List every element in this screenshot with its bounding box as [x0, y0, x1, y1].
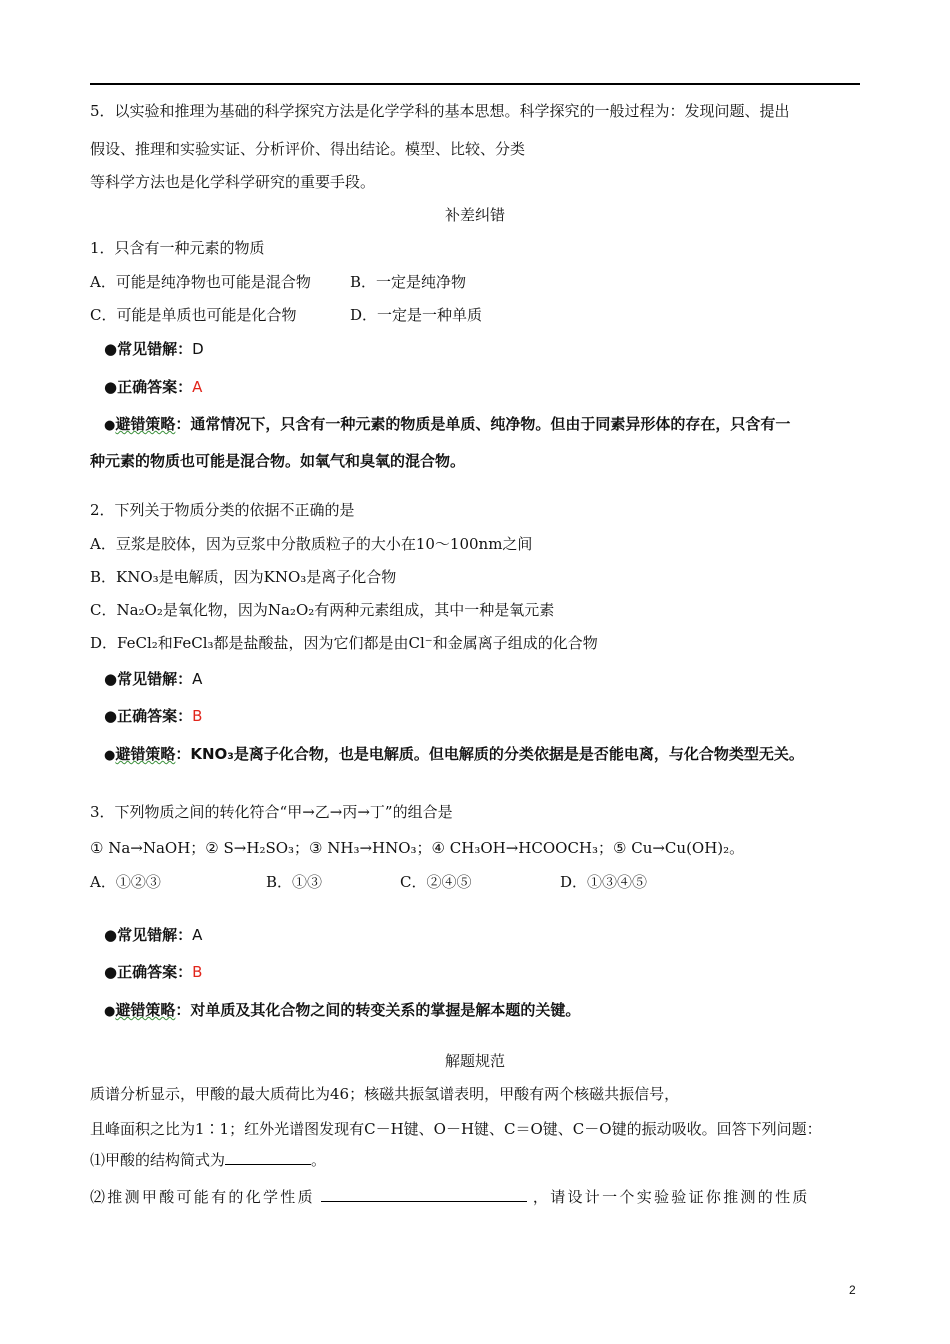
correct-answer-value: B — [192, 963, 203, 981]
correct-answer-value: B — [192, 707, 203, 725]
s2-question-1 — [90, 1150, 326, 1170]
q3-stem: 3．下列物质之间的转化符合“甲→乙→丙→丁”的组合是 — [90, 803, 453, 821]
common-error-value: A — [192, 670, 203, 688]
q1-stem: 1．只含有一种元素的物质 — [90, 239, 265, 257]
header-rule — [90, 83, 860, 85]
q1-option-b: B．一定是纯净物 — [350, 273, 467, 291]
s2-q2-end: ，请设计一个实验验证你推测的性质 — [532, 1188, 810, 1206]
q1-option-d: D．一定是一种单质 — [350, 306, 483, 324]
q3-option-b: B．①③ — [266, 873, 323, 891]
q3-correct-answer — [104, 962, 202, 982]
q3-items: ① Na→NaOH；② S→H₂SO₃；③ NH₃→HNO₃；④ CH₃OH→HCOOCH₃；⑤ Cu→Cu(OH)₂。 — [90, 839, 745, 857]
strategy-label: 避错策略 — [115, 745, 176, 763]
strategy-text: ：KNO₃是离子化合物，也是电解质。但电解质的分类依据是是否能电离，与化合物类型无关。 — [175, 745, 804, 763]
section-title-correction: 补差纠错 — [444, 206, 505, 224]
q1-option-a: A．可能是纯净物也可能是混合物 — [90, 273, 311, 291]
s2-q2-text: ⑵推测甲酸可能有的化学性质 — [90, 1188, 315, 1206]
intro-line-2: 假设、推理和实验实证、分析评价、得出结论。模型、比较、分类 — [90, 140, 526, 158]
correct-answer-value: A — [192, 378, 203, 396]
q3-common-error — [104, 925, 202, 945]
common-error-label: ●常见错解： — [104, 926, 193, 944]
q3-option-d: D．①③④⑤ — [560, 873, 648, 891]
s2-q1-end: 。 — [311, 1151, 327, 1169]
q2-strategy: ●避错策略：KNO₃是离子化合物，也是电解质。但电解质的分类依据是是否能电离，与化合物类型无关。 — [104, 745, 804, 763]
q2-correct-answer — [104, 706, 202, 726]
q2-option-b: B．KNO₃是电解质，因为KNO₃是离子化合物 — [90, 568, 397, 586]
strategy-label: 避错策略 — [115, 1001, 176, 1019]
q2-stem: 2．下列关于物质分类的依据不正确的是 — [90, 501, 355, 519]
answer-blank-1[interactable] — [225, 1150, 311, 1165]
strategy-text: ：通常情况下，只含有一种元素的物质是单质、纯净物。但由于同素异形体的存在，只含有一 — [175, 415, 791, 433]
strategy-text: ：对单质及其化合物之间的转变关系的掌握是解本题的关键。 — [175, 1001, 581, 1019]
section-title-norms: 解题规范 — [444, 1052, 505, 1070]
q1-option-c: C．可能是单质也可能是化合物 — [90, 306, 297, 324]
common-error-label: ●常见错解： — [104, 670, 193, 688]
q2-option-d: D．FeCl₂和FeCl₃都是盐酸盐，因为它们都是由Cl⁻和金属离子组成的化合物 — [90, 634, 598, 652]
intro-line-1: 5．以实验和推理为基础的科学探究方法是化学学科的基本思想。科学探究的一般过程为：发现问题、提出 — [90, 102, 790, 120]
correct-answer-label: ●正确答案： — [104, 963, 193, 981]
q1-common-error — [104, 339, 204, 359]
answer-blank-2[interactable] — [321, 1187, 527, 1202]
q2-option-a: A．豆浆是胶体，因为豆浆中分散质粒子的大小在10～100nm之间 — [90, 535, 533, 553]
q3-option-a: A．①②③ — [90, 873, 161, 891]
s2-question-2 — [90, 1187, 810, 1207]
s2-line-1: 质谱分析显示，甲酸的最大质荷比为46；核磁共振氢谱表明，甲酸有两个核磁共振信号， — [90, 1085, 680, 1103]
common-error-value: A — [192, 926, 203, 944]
q1-strategy: ●避错策略：通常情况下，只含有一种元素的物质是单质、纯净物。但由于同素异形体的存在，只含有一 — [104, 415, 791, 433]
q3-option-c: C．②④⑤ — [400, 873, 472, 891]
intro-line-3: 等科学方法也是化学科学研究的重要手段。 — [90, 173, 376, 191]
q1-correct-answer — [104, 377, 202, 397]
page-number: 2 — [849, 1283, 856, 1297]
correct-answer-label: ●正确答案： — [104, 378, 193, 396]
correct-answer-label: ●正确答案： — [104, 707, 193, 725]
q2-option-c: C．Na₂O₂是氧化物，因为Na₂O₂有两种元素组成，其中一种是氧元素 — [90, 601, 555, 619]
s2-q1-text: ⑴甲酸的结构简式为 — [90, 1151, 226, 1169]
q1-strategy-cont: 种元素的物质也可能是混合物。如氧气和臭氧的混合物。 — [90, 452, 466, 470]
common-error-value: D — [192, 340, 204, 358]
strategy-label: 避错策略 — [115, 415, 176, 433]
s2-line-2: 且峰面积之比为1∶1；红外光谱图发现有C－H键、O－H键、C＝O键、C－O键的振动吸收。回答下列问题： — [90, 1120, 822, 1138]
q3-strategy: ●避错策略：对单质及其化合物之间的转变关系的掌握是解本题的关键。 — [104, 1001, 581, 1019]
common-error-label: ●常见错解： — [104, 340, 193, 358]
q2-common-error — [104, 669, 202, 689]
